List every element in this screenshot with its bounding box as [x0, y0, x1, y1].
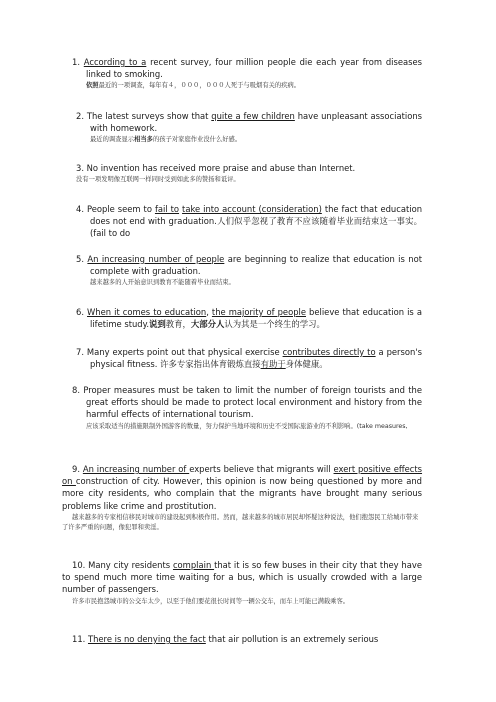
item-3 — [76, 162, 422, 186]
item-1-zh — [72, 81, 422, 92]
text-run: fail to — [154, 204, 180, 214]
text-run: 5. — [76, 254, 88, 264]
text-run: 认为其是一个终生的学习。 — [224, 319, 325, 330]
text-run: 相当多 — [134, 136, 153, 144]
item-2-zh — [76, 135, 422, 146]
item-11-en — [62, 633, 422, 645]
text-run: 4. People seem to — [76, 204, 155, 214]
text-run: the majority of people — [211, 307, 306, 317]
text-run: the fact that education does not end with graduation. — [90, 204, 423, 227]
text-run: 8. Proper measures must be taken to limit the number of foreign tourists and the great efforts should be made to protect local environment and history from the harmful effects of international tourism. — [72, 385, 422, 420]
text-run: 依照 — [86, 82, 99, 90]
item-9-en — [62, 463, 422, 512]
item-2-en — [76, 110, 422, 134]
text-run: recent survey, four million people die each year from diseases linked to smoking. — [86, 57, 423, 80]
item-3-en — [76, 162, 422, 174]
item-10 — [62, 559, 422, 607]
text-run: 身体健康。 — [285, 359, 328, 370]
text-run: 应该采取适当的措施限制外国游客的数量，努力保护当地环境和历史不受国际旅游业的不利影响。(take measures, — [86, 422, 408, 430]
item-4 — [76, 203, 422, 240]
text-run: 人们似乎忽视了教育不应该随着毕业而结束这一事实。(fail to do — [90, 216, 423, 239]
item-5-zh — [76, 278, 422, 289]
item-10-en — [62, 559, 422, 596]
text-run: 没有一项发明像互联网一样同时受到如此多的赞扬和诋评。 — [76, 176, 240, 184]
text-run: have unpleasant associations with homework. — [90, 111, 423, 134]
text-run: There is no denying the fact — [87, 634, 206, 644]
text-run: experts believe that migrants will — [189, 464, 334, 474]
text-run: 越来越多的人开始意识到教育不能随着毕业而结束。 — [90, 279, 235, 287]
item-10-zh — [62, 597, 422, 608]
item-8-en — [72, 384, 422, 421]
item-2 — [76, 110, 422, 146]
text-run: a person's physical fitness. — [90, 347, 422, 370]
text-run: are beginning to realize that education is not complete with graduation. — [90, 254, 422, 277]
text-run: believe that education is a lifetime study. — [90, 307, 422, 330]
text-run: complain — [172, 560, 215, 570]
item-11 — [62, 633, 422, 645]
item-1-en — [72, 56, 422, 80]
item-8 — [72, 384, 422, 432]
text-run: According to a — [83, 57, 147, 67]
text-run: 最近的调查显示 — [90, 136, 135, 144]
text-run: 大部分人 — [190, 319, 225, 330]
text-run: 11. — [72, 634, 88, 644]
item-5 — [76, 253, 422, 289]
text-run: When it comes to education — [87, 307, 207, 317]
item-9 — [62, 463, 422, 534]
text-run: 教育， — [165, 319, 191, 330]
text-run: 6. — [76, 307, 88, 317]
text-run: contributes directly to — [282, 347, 376, 357]
item-6 — [76, 306, 422, 330]
item-9-zh — [62, 513, 422, 534]
text-run: An increasing number of people — [87, 254, 225, 264]
item-7 — [76, 346, 422, 370]
text-run: 许多市民抱怨城市的公交车太少，以至于他们要花很长时间等一辆公交车，而车上可能已满载乘客。 — [72, 597, 350, 605]
text-run: take into account (consideration) — [182, 204, 322, 214]
item-6-en — [76, 306, 422, 330]
item-5-en — [76, 253, 422, 277]
item-8-zh — [72, 422, 422, 433]
item-7-en — [76, 346, 422, 370]
text-run: 1. — [72, 57, 84, 67]
text-run: 3. No invention has received more praise and abuse than Internet. — [76, 163, 356, 173]
text-run: quite a few children — [211, 111, 295, 121]
item-1 — [72, 56, 422, 92]
text-run: , — [206, 307, 212, 317]
text-run: that air pollution is an extremely serious — [205, 634, 379, 644]
text-run: 许多专家指出体育锻炼直接 — [160, 359, 261, 370]
text-run: 10. Many city residents — [72, 560, 173, 570]
text-run: 7. Many experts point out that physical exercise — [76, 347, 283, 357]
text-run: construction of city. However, this opinion is now being questioned by more and more city residents, who complain that the migrants have brought many serious problems like crime and prostitution. — [62, 476, 422, 511]
text-run: exert positive effects on — [62, 464, 423, 487]
item-4-en — [76, 203, 422, 240]
text-run: 的孩子对家庭作业没什么好感。 — [152, 136, 242, 144]
text-run: 说到 — [149, 319, 166, 330]
text-run: 最近的一项调查，每年有４，０００，０００人死于与吸烟有关的疾病。 — [98, 82, 301, 90]
text-run: 9. — [72, 464, 83, 474]
item-3-zh — [76, 175, 422, 186]
text-run: An increasing number of — [82, 464, 190, 474]
text-run: 有助于 — [260, 359, 286, 370]
text-run: 越来越多的专家相信移民对城市的建设起到积极作用。然而，越来越多的城市居民却怀疑这种说法，他们抱怨民工给城市带来了许多严重的问题，像犯罪和卖淫。 — [62, 513, 419, 532]
text-run: that it is so few buses in their city that they have to spend much more time waiting for a bus, which is usually crowded with a large number of passengers. — [62, 560, 422, 595]
text-run: 2. The latest surveys show that — [76, 111, 212, 121]
